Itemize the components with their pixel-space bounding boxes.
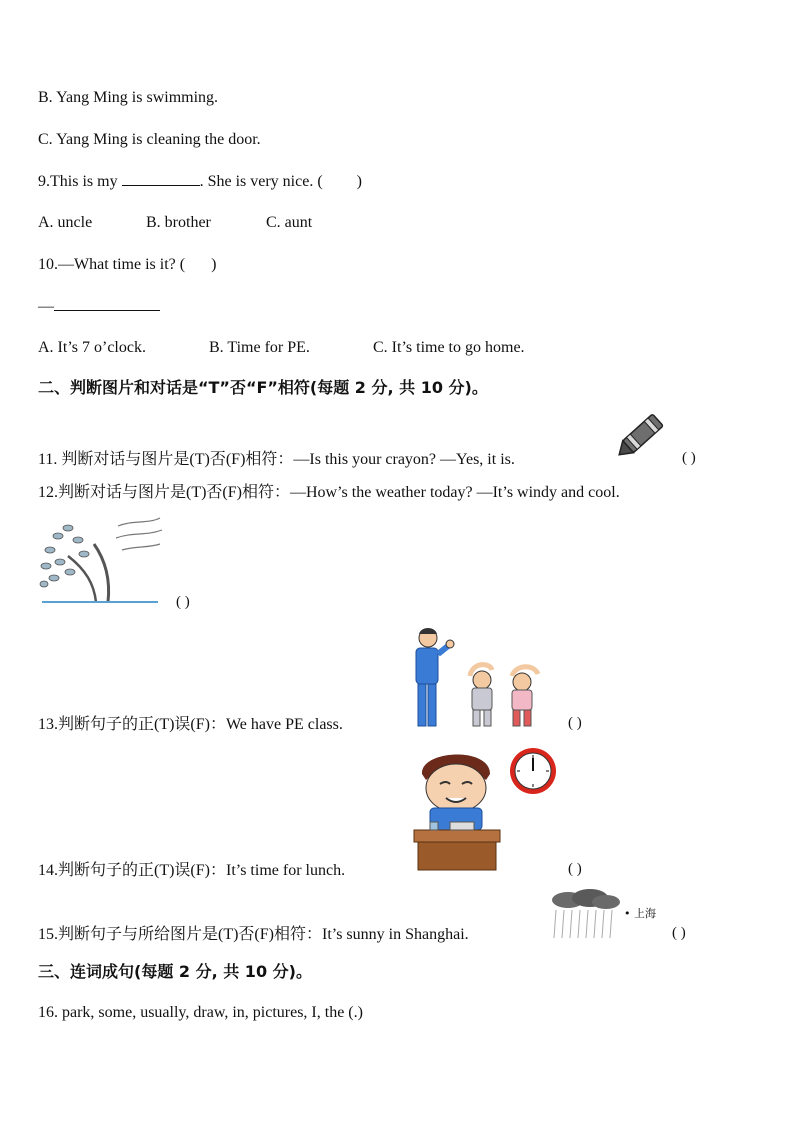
q9-answer-blank[interactable] bbox=[122, 171, 200, 186]
pe-class-icon bbox=[406, 626, 556, 732]
q8-option-c: C. Yang Ming is cleaning the door. bbox=[38, 131, 261, 148]
section2-title: 二、判断图片和对话是“T”否“F”相符(每题 2 分, 共 10 分)。 bbox=[38, 378, 488, 397]
q10-answer-dash: — bbox=[38, 298, 54, 315]
q10-stem-close: ) bbox=[211, 256, 217, 273]
q10-option-a: A. It’s 7 o’clock. bbox=[38, 339, 146, 356]
q15-answer-paren[interactable]: ( ) bbox=[672, 925, 686, 941]
q15-map-label: • 上海 bbox=[624, 907, 656, 920]
q8-option-b: B. Yang Ming is swimming. bbox=[38, 89, 219, 106]
q11-answer-paren[interactable]: ( ) bbox=[682, 450, 696, 466]
q9-stem-before: 9.This is my bbox=[38, 173, 122, 190]
q13-answer-paren[interactable]: ( ) bbox=[568, 715, 582, 731]
q9-option-a: A. uncle bbox=[38, 214, 93, 231]
q9-option-b: B. brother bbox=[146, 214, 211, 231]
q10-stem bbox=[38, 255, 216, 275]
q10-stem-text: 10.—What time is it? ( bbox=[38, 256, 186, 273]
windy-tree-icon bbox=[38, 514, 164, 606]
rain-cloud-icon bbox=[548, 888, 622, 942]
q10-options bbox=[38, 338, 525, 358]
q9-stem bbox=[38, 171, 362, 192]
q9-options bbox=[38, 213, 312, 233]
q12-text: 12.判断对话与图片是(T)否(F)相符：—How’s the weather today? —It’s windy and cool. bbox=[38, 484, 620, 501]
q14-answer-paren[interactable]: ( ) bbox=[568, 861, 582, 877]
q14-text: 14.判断句子的正(T)误(F)：It’s time for lunch. bbox=[38, 862, 346, 879]
q10-answer-blank[interactable] bbox=[54, 296, 160, 311]
lunch-boy-icon bbox=[410, 746, 504, 876]
q11-text: 11. 判断对话与图片是(T)否(F)相符：—Is this your crayon? —Yes, it is. bbox=[38, 451, 515, 468]
q9-stem-after: . She is very nice. ( bbox=[199, 173, 323, 190]
q12-answer-paren[interactable]: ( ) bbox=[176, 594, 190, 610]
clock-icon bbox=[508, 746, 558, 796]
q15-text: 15.判断句子与所给图片是(T)否(F)相符：It’s sunny in Shanghai. bbox=[38, 926, 469, 943]
q9-stem-close: ) bbox=[356, 173, 362, 190]
q10-option-b: B. Time for PE. bbox=[209, 339, 310, 356]
q10-answer-line bbox=[38, 296, 160, 317]
q13-text: 13.判断句子的正(T)误(F)：We have PE class. bbox=[38, 716, 343, 733]
q9-option-c: C. aunt bbox=[266, 214, 313, 231]
q16-text: 16. park, some, usually, draw, in, pictures, I, the (.) bbox=[38, 1004, 363, 1021]
q10-option-c: C. It’s time to go home. bbox=[373, 339, 525, 356]
crayon-icon bbox=[608, 404, 672, 468]
section3-title: 三、连词成句(每题 2 分, 共 10 分)。 bbox=[38, 962, 312, 981]
